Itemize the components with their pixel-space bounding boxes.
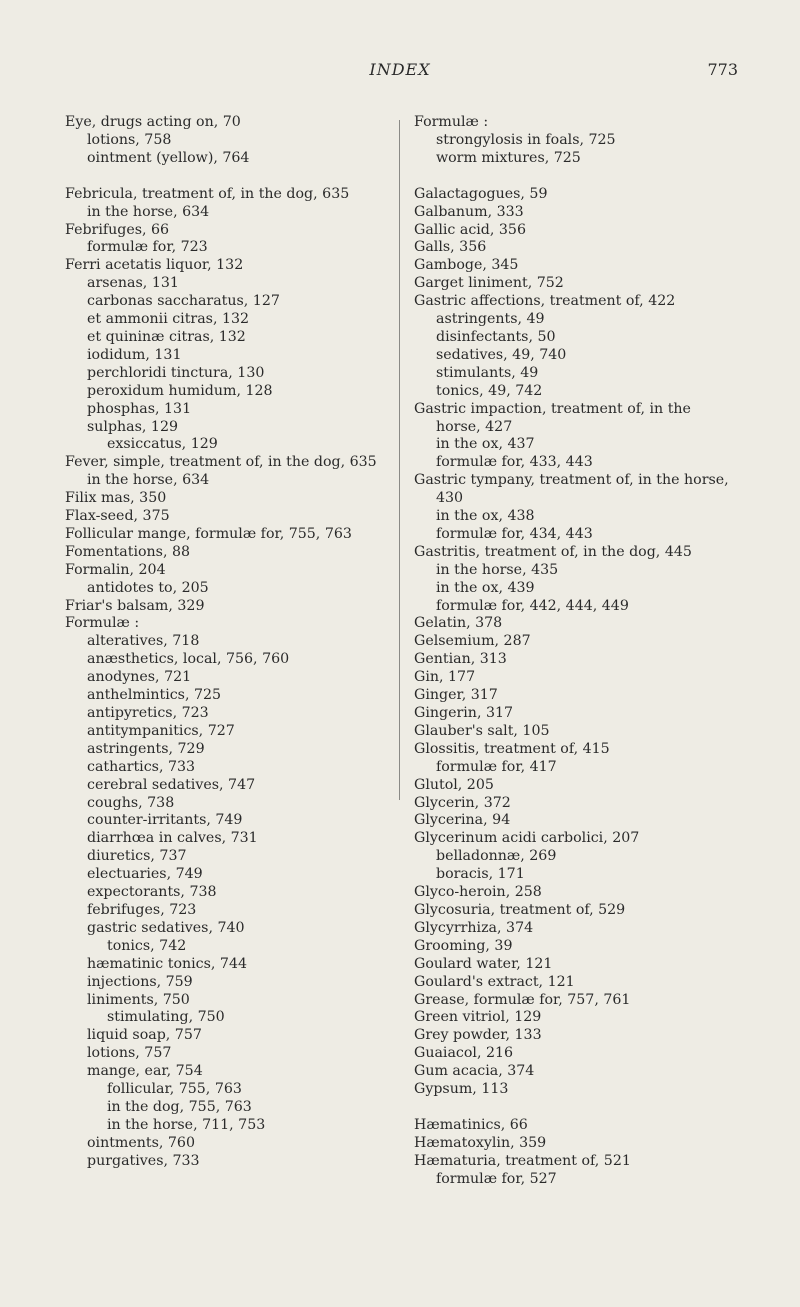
index-subentry: lotions, 758 — [87, 131, 172, 148]
left-index-column — [65, 114, 395, 1171]
index-subentry: in the ox, 439 — [436, 579, 535, 596]
index-subentry: carbonas saccharatus, 127 — [87, 293, 280, 310]
index-entry: Glycyrrhiza, 374 — [414, 919, 534, 936]
index-entry: Follicular mange, formulæ for, 755, 763 — [65, 525, 352, 542]
index-subentry: iodidum, 131 — [87, 346, 182, 363]
index-subentry: follicular, 755, 763 — [107, 1081, 242, 1098]
index-subentry: anodynes, 721 — [87, 669, 192, 686]
index-subentry: alteratives, 718 — [87, 633, 200, 650]
section-gap — [65, 168, 395, 186]
index-subentry: ointments, 760 — [87, 1134, 195, 1151]
index-entry: Grey powder, 133 — [414, 1027, 542, 1044]
index-subentry: formulæ for, 433, 443 — [436, 454, 593, 471]
index-entry: Gingerin, 317 — [414, 705, 514, 721]
index-subentry: in the ox, 438 — [436, 508, 535, 525]
index-subentry: liniments, 750 — [87, 991, 190, 1008]
index-subentry: peroxidum humidum, 128 — [87, 382, 273, 399]
index-subentry: injections, 759 — [87, 973, 193, 990]
index-entry: Gin, 177 — [414, 669, 476, 686]
index-subentry: astringents, 49 — [436, 311, 545, 328]
index-subentry: in the horse, 634 — [87, 472, 210, 489]
index-subentry: purgatives, 733 — [87, 1152, 200, 1169]
index-subentry: tonics, 742 — [107, 937, 187, 954]
index-subentry: anæsthetics, local, 756, 760 — [87, 651, 290, 668]
index-entry: Green vitriol, 129 — [414, 1009, 542, 1026]
page-number: 773 — [707, 60, 738, 79]
index-entry: Galbanum, 333 — [414, 203, 524, 220]
index-subentry: lotions, 757 — [87, 1045, 172, 1062]
index-entry: Galactagogues, 59 — [414, 185, 548, 202]
index-entry: Gamboge, 345 — [414, 257, 519, 274]
index-entry: Gelatin, 378 — [414, 615, 503, 632]
index-entry: Gum acacia, 374 — [414, 1063, 535, 1080]
index-subentry: diuretics, 737 — [87, 848, 187, 865]
index-entry: Grease, formulæ for, 757, 761 — [414, 991, 631, 1008]
index-entry: Garget liniment, 752 — [414, 275, 564, 292]
index-subentry: in the dog, 755, 763 — [107, 1098, 252, 1115]
index-entry: Glycerina, 94 — [414, 812, 511, 829]
index-entry: Goulard water, 121 — [414, 955, 553, 972]
index-entry: Ferri acetatis liquor, 132 — [65, 257, 244, 274]
section-gap — [414, 168, 740, 186]
index-entry: Guaiacol, 216 — [414, 1045, 514, 1062]
index-entry: Gastritis, treatment of, in the dog, 445 — [414, 543, 692, 560]
index-subentry: electuaries, 749 — [87, 866, 203, 883]
index-subentry: mange, ear, 754 — [87, 1063, 203, 1080]
index-subentry: counter-irritants, 749 — [87, 812, 243, 829]
index-subentry: in the horse, 711, 753 — [107, 1116, 266, 1133]
column-divider — [399, 120, 400, 800]
index-subentry: formulæ for, 442, 444, 449 — [436, 597, 629, 614]
index-subentry: in the horse, 435 — [436, 561, 559, 578]
index-entry: Eye, drugs acting on, 70 — [65, 114, 241, 130]
index-subentry: liquid soap, 757 — [87, 1027, 202, 1044]
index-subentry: antidotes to, 205 — [87, 579, 209, 596]
index-entry: Ginger, 317 — [414, 687, 498, 704]
index-subentry: belladonnæ, 269 — [436, 848, 557, 865]
index-entry: Gastric tympany, treatment of, in the horse, 430 — [414, 472, 734, 507]
index-subentry: et ammonii citras, 132 — [87, 311, 250, 328]
index-subentry: gastric sedatives, 740 — [87, 919, 245, 936]
index-subentry: cathartics, 733 — [87, 758, 196, 775]
index-subentry: coughs, 738 — [87, 794, 175, 811]
index-entry: Filix mas, 350 — [65, 490, 167, 507]
index-subentry: et quininæ citras, 132 — [87, 328, 246, 345]
index-entry: Friar's balsam, 329 — [65, 597, 205, 614]
index-subentry: formulæ for, 417 — [436, 758, 557, 775]
index-entry: Glycosuria, treatment of, 529 — [414, 901, 626, 918]
index-entry: Gypsum, 113 — [414, 1081, 509, 1098]
index-entry: Glutol, 205 — [414, 776, 494, 793]
index-entry: Flax-seed, 375 — [65, 508, 170, 525]
index-entry: Fever, simple, treatment of, in the dog, 635 — [65, 454, 377, 471]
index-entry: Glossitis, treatment of, 415 — [414, 740, 610, 757]
index-entry: Glycerin, 372 — [414, 794, 511, 811]
index-subentry: sulphas, 129 — [87, 418, 179, 435]
index-entry: Febrifuges, 66 — [65, 221, 170, 238]
index-subentry: perchloridi tinctura, 130 — [87, 364, 265, 381]
index-entry: Gastric affections, treatment of, 422 — [414, 293, 676, 310]
index-entry: Galls, 356 — [414, 239, 487, 256]
index-subentry: cerebral sedatives, 747 — [87, 776, 256, 793]
index-subentry: exsiccatus, 129 — [107, 436, 218, 453]
index-entry: Hæmatinics, 66 — [414, 1116, 528, 1133]
index-subentry: in the horse, 634 — [87, 203, 210, 220]
index-subentry: tonics, 49, 742 — [436, 382, 543, 399]
index-subentry: formulæ for, 527 — [436, 1170, 557, 1187]
index-subentry: boracis, 171 — [436, 866, 525, 883]
index-subentry: in the ox, 437 — [436, 436, 535, 453]
page-header — [0, 60, 800, 84]
index-subentry: sedatives, 49, 740 — [436, 346, 567, 363]
index-subentry: antipyretics, 723 — [87, 705, 209, 721]
index-entry: Grooming, 39 — [414, 937, 513, 954]
index-entry: Gelsemium, 287 — [414, 633, 531, 650]
index-subentry: worm mixtures, 725 — [436, 149, 581, 166]
index-entry: Fomentations, 88 — [65, 543, 191, 560]
index-subentry: formulæ for, 723 — [87, 239, 208, 256]
index-subentry: astringents, 729 — [87, 740, 205, 757]
index-subentry: stimulants, 49 — [436, 364, 539, 381]
index-subentry: strongylosis in foals, 725 — [436, 131, 616, 148]
index-subentry: phosphas, 131 — [87, 400, 192, 417]
index-entry: Gentian, 313 — [414, 651, 507, 668]
index-subentry: formulæ for, 434, 443 — [436, 525, 593, 542]
index-entry: Formulæ : — [414, 114, 489, 130]
index-subentry: anthelmintics, 725 — [87, 687, 222, 704]
index-entry: Glauber's salt, 105 — [414, 722, 550, 739]
index-entry: Hæmaturia, treatment of, 521 — [414, 1152, 631, 1169]
right-index-column — [414, 114, 740, 1189]
index-subentry: diarrhœa in calves, 731 — [87, 830, 258, 847]
index-entry: Gastric impaction, treatment of, in the horse, 427 — [414, 400, 696, 435]
index-subentry: hæmatinic tonics, 744 — [87, 955, 247, 972]
index-subentry: antitympanitics, 727 — [87, 722, 235, 739]
index-entry: Formulæ : — [65, 615, 140, 632]
index-entry: Glyco-heroin, 258 — [414, 884, 542, 901]
index-entry: Gallic acid, 356 — [414, 221, 526, 238]
index-subentry: disinfectants, 50 — [436, 328, 556, 345]
index-subentry: expectorants, 738 — [87, 884, 217, 901]
index-subentry: ointment (yellow), 764 — [87, 149, 250, 166]
index-subentry: febrifuges, 723 — [87, 901, 197, 918]
index-subentry: stimulating, 750 — [107, 1009, 225, 1026]
index-entry: Formalin, 204 — [65, 561, 166, 578]
section-gap — [414, 1099, 740, 1117]
running-title: INDEX — [369, 60, 431, 79]
index-entry: Goulard's extract, 121 — [414, 973, 575, 990]
index-entry: Hæmatoxylin, 359 — [414, 1134, 547, 1151]
index-subentry: arsenas, 131 — [87, 275, 179, 292]
index-entry: Glycerinum acidi carbolici, 207 — [414, 830, 640, 847]
index-entry: Febricula, treatment of, in the dog, 635 — [65, 185, 350, 202]
